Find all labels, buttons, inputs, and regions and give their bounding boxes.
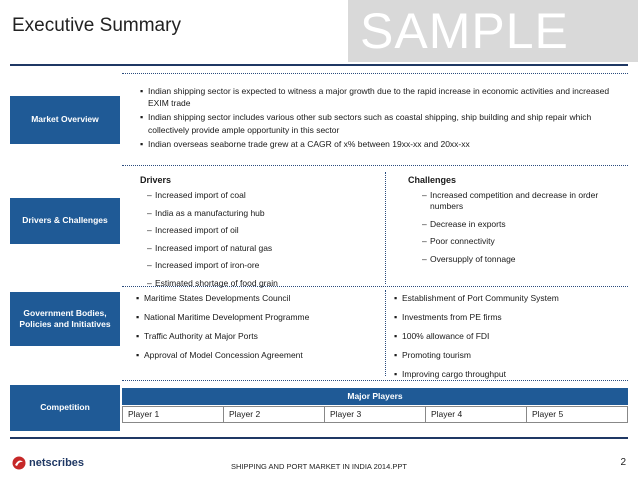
- section-separator-top: [122, 73, 628, 74]
- label-market-overview: Market Overview: [10, 96, 120, 144]
- challenge-item: – Decrease in exports: [422, 219, 622, 230]
- label-government: Government Bodies, Policies and Initiatives: [10, 292, 120, 346]
- player-cell: Player 3: [325, 407, 426, 422]
- government-bullet: ▪ Promoting tourism: [394, 349, 624, 361]
- government-bullet: ▪ Approval of Model Concession Agreement: [136, 349, 381, 361]
- government-left-list: [136, 292, 381, 363]
- sample-watermark: SAMPLE: [348, 0, 638, 62]
- column-divider-drivers: [385, 172, 386, 284]
- page-title: Executive Summary: [12, 15, 181, 36]
- government-bullet: ▪ Traffic Authority at Major Ports: [136, 330, 381, 342]
- player-cell: Player 1: [123, 407, 224, 422]
- challenges-list: [422, 190, 622, 265]
- drivers-heading: Drivers: [140, 175, 172, 185]
- label-drivers-challenges: Drivers & Challenges: [10, 198, 120, 244]
- driver-item: – Increased import of iron-ore: [147, 260, 377, 271]
- title-divider: [10, 64, 628, 66]
- drivers-list: [147, 190, 377, 289]
- challenge-item: – Oversupply of tonnage: [422, 254, 622, 265]
- government-bullet: ▪ Improving cargo throughput: [394, 368, 624, 380]
- section-separator-government: [122, 286, 628, 287]
- driver-item: – Increased import of natural gas: [147, 243, 377, 254]
- driver-item: – Increased import of coal: [147, 190, 377, 201]
- market-bullet: ▪ Indian shipping sector is expected to witness a major growth due to the rapid increase in economic activities and increased EXIM trade: [140, 85, 628, 109]
- page-number: 2: [620, 457, 626, 468]
- major-players-header: Major Players: [122, 388, 628, 405]
- driver-item: – Increased import of oil: [147, 225, 377, 236]
- government-right-list: [394, 292, 624, 382]
- logo-text: netscribes: [29, 457, 85, 469]
- government-bullet: ▪ 100% allowance of FDI: [394, 330, 624, 342]
- driver-item: – Estimated shortage of food grain: [147, 278, 377, 289]
- footer-document-title: SHIPPING AND PORT MARKET IN INDIA 2014.PPT: [231, 462, 407, 471]
- label-competition: Competition: [10, 385, 120, 431]
- players-row: [122, 406, 628, 423]
- government-bullet: ▪ Investments from PE firms: [394, 311, 624, 323]
- challenges-heading: Challenges: [408, 175, 457, 185]
- player-cell: Player 5: [532, 409, 564, 419]
- government-bullet: ▪ Establishment of Port Community System: [394, 292, 624, 304]
- challenge-item: – Poor connectivity: [422, 236, 622, 247]
- market-bullet-list: [140, 85, 628, 152]
- column-divider-government: [385, 290, 386, 376]
- player-cell: Player 4: [426, 407, 527, 422]
- section-separator-competition: [122, 380, 628, 381]
- footer-divider: [10, 437, 628, 439]
- government-bullet: ▪ Maritime States Developments Council: [136, 292, 381, 304]
- government-bullet: ▪ National Maritime Development Programme: [136, 311, 381, 323]
- challenge-item: – Increased competition and decrease in order numbers: [422, 190, 622, 212]
- market-bullet: ▪ Indian shipping sector includes various other sub sectors such as coastal shipping, ship building and ship repair which collectively provide ample opportunity in this sector: [140, 111, 628, 135]
- market-bullet: ▪ Indian overseas seaborne trade grew at a CAGR of x% between 19xx-xx and 20xx-xx: [140, 138, 628, 150]
- player-cell: Player 2: [224, 407, 325, 422]
- driver-item: – India as a manufacturing hub: [147, 208, 377, 219]
- section-separator-drivers: [122, 165, 628, 166]
